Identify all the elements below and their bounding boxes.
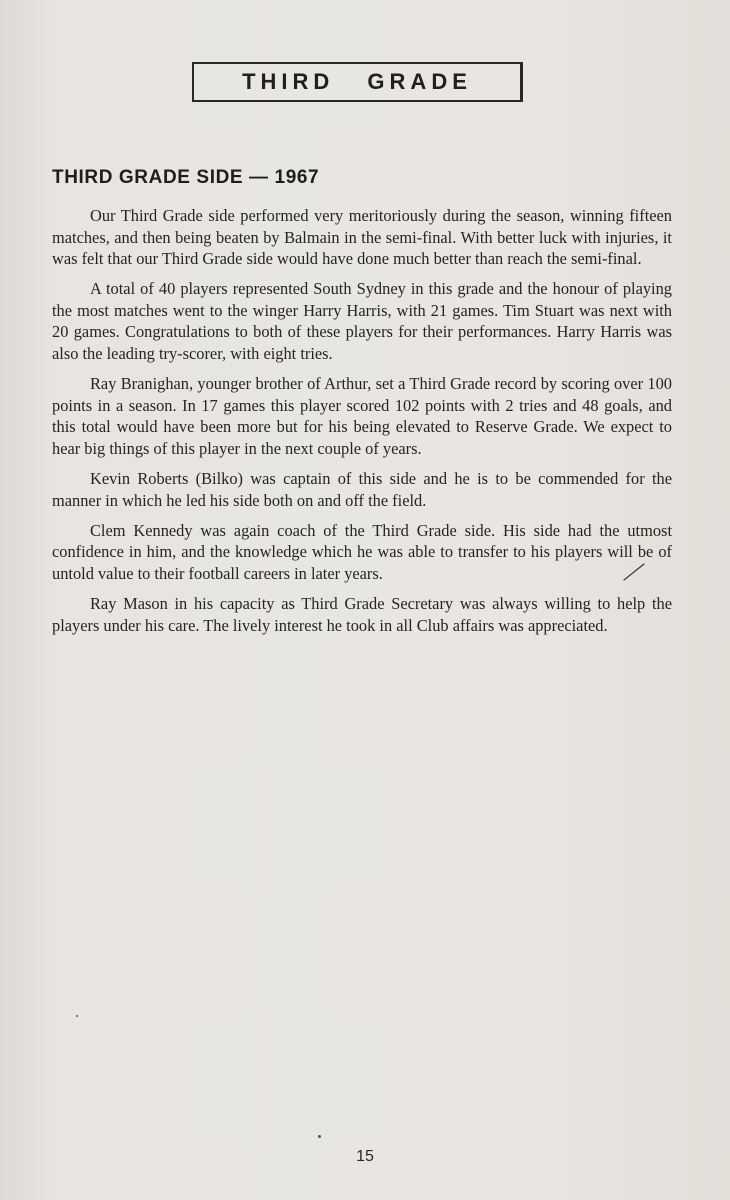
grade-title-box bbox=[192, 62, 523, 102]
paragraph-captain: Kevin Roberts (Bilko) was captain of this side and he is to be commended for the manner in which he led his side both on and off the field. bbox=[52, 469, 672, 510]
pen-mark-icon bbox=[620, 560, 650, 584]
paragraph-coach: Clem Kennedy was again coach of the Third Grade side. His side had the utmost confidence in him, and the knowledge which he was able to transfer to his players will be of untold value to their football careers in later years. bbox=[52, 520, 672, 583]
paper-speck-icon bbox=[318, 1135, 321, 1138]
paragraph-secretary: Ray Mason in his capacity as Third Grade Secretary was always willing to help the players under his care. The lively interest he took in all Club affairs was appreciated. bbox=[52, 594, 672, 635]
article-body bbox=[52, 205, 672, 645]
page-number: 15 bbox=[356, 1148, 374, 1165]
section-heading: THIRD GRADE SIDE — 1967 bbox=[52, 167, 320, 188]
paragraph-points-record: Ray Branighan, younger brother of Arthur, set a Third Grade record by scoring over 100 points in a season. In 17 games this player scored 102 points with 2 tries and 48 goals, and this total would have been more but for his being elevated to Reserve Grade. We expect to hear big things of this player in the next couple of years. bbox=[52, 374, 672, 458]
paragraph-players-represented: A total of 40 players represented South Sydney in this grade and the honour of playing the most matches went to the winger Harry Harris, with 21 games. Tim Stuart was next with 20 games. Congratulations to both of these players for their performances. Harry Harris was also the leading try-scorer, with eight tries. bbox=[52, 279, 672, 364]
paper-speck-icon bbox=[76, 1015, 78, 1017]
paragraph-season-summary: Our Third Grade side performed very meritoriously during the season, winning fifteen matches, and then being beaten by Balmain in the semi-final. With better luck with injuries, it was felt that our Third Grade side would have done much better than reach the semi-final. bbox=[52, 206, 672, 269]
grade-title: THIRD GRADE bbox=[242, 69, 472, 94]
